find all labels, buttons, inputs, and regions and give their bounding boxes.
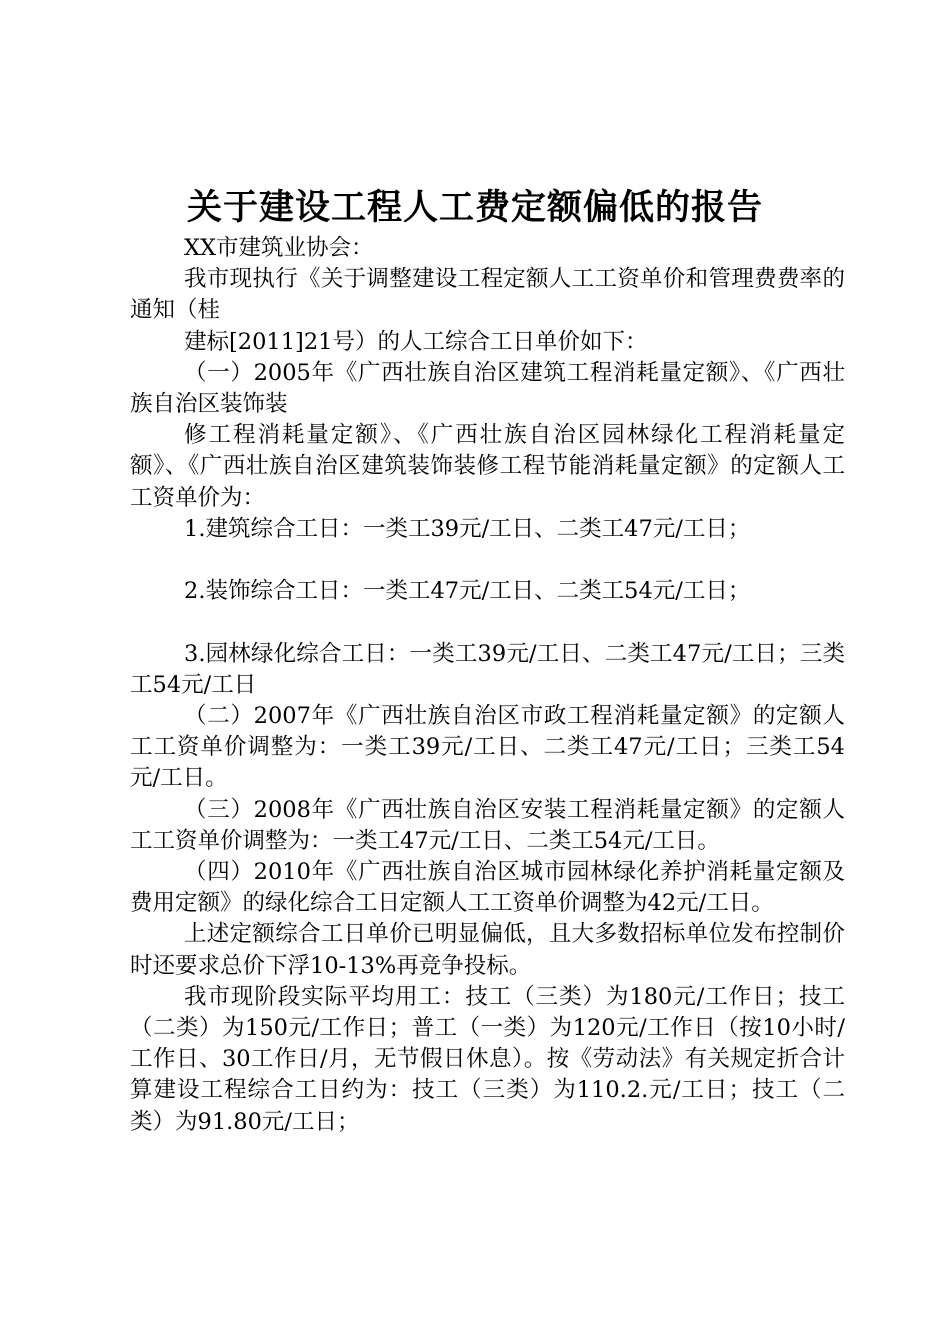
document-title: 关于建设工程人工费定额偏低的报告	[186, 187, 763, 228]
paragraph-section-4: （四）2010年《广西壮族自治区城市园林绿化养护消耗量定额及费用定额》的绿化综合工日定额人工工资单价调整为42元/工日。	[130, 859, 845, 917]
paragraph-section-1-continued: 修工程消耗量定额》、《广西壮族自治区园林绿化工程消耗量定额》、《广西壮族自治区建筑装饰装修工程节能消耗量定额》的定额人工工资单价为：	[130, 422, 845, 511]
list-item-3: 3.园林绿化综合工日：一类工39元/工日、二类工47元/工日；三类工54元/工日	[130, 640, 845, 698]
paragraph-section-1: （一）2005年《广西壮族自治区建筑工程消耗量定额》、《广西壮族自治区装饰装	[130, 359, 845, 418]
salutation: XX市建筑业协会：	[184, 235, 374, 261]
paragraph-intro-continued: 建标[2011]21号）的人工综合工日单价如下：	[184, 328, 648, 355]
paragraph-section-2: （二）2007年《广西壮族自治区市政工程消耗量定额》的定额人工工资单价调整为：一类工39元/工日、二类工47元/工日；三类工54元/工日。	[130, 703, 845, 792]
list-item-1: 1.建筑综合工日：一类工39元/工日、二类工47元/工日；	[184, 515, 751, 542]
list-item-2: 2.装饰综合工日：一类工47元/工日、二类工54元/工日；	[184, 578, 751, 605]
document-body	[130, 233, 845, 1138]
paragraph-actual-labor: 我市现阶段实际平均用工：技工（三类）为180元/工作日；技工（二类）为150元/工作日；普工（一类）为120元/工作日（按10小时/工作日、30工作日/月，无节假日休息）。按《劳动法》有关规定折合计算建设工程综合工日约为：技工（三类）为110.2.元/工日；技工（二类）为91.80元/工日；	[130, 983, 845, 1135]
paragraph-section-3: （三）2008年《广西壮族自治区安装工程消耗量定额》的定额人工工资单价调整为：一类工47元/工日、二类工54元/工日。	[130, 796, 845, 854]
paragraph-summary: 上述定额综合工日单价已明显偏低，且大多数招标单位发布控制价时还要求总价下浮10-13%再竞争投标。	[130, 921, 845, 979]
paragraph-intro: 我市现执行《关于调整建设工程定额人工工资单价和管理费费率的通知（桂	[130, 266, 845, 324]
